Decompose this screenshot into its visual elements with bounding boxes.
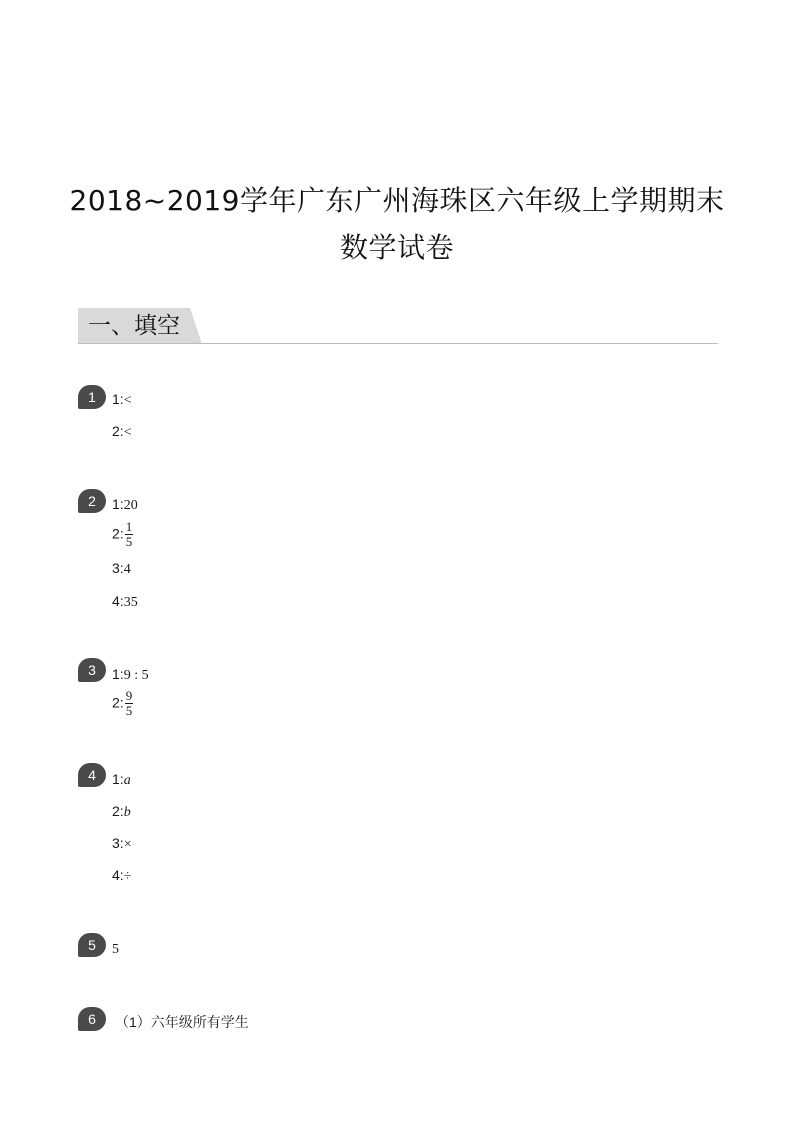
answer-line xyxy=(112,689,133,718)
answer-value: < xyxy=(123,425,132,440)
answer-value: × xyxy=(123,837,132,852)
question-number-badge: 1 xyxy=(78,385,106,409)
fraction-denominator: 5 xyxy=(125,703,133,718)
answer-label: 3: xyxy=(112,835,124,851)
answer-line xyxy=(112,802,131,822)
answer-label: 2: xyxy=(112,694,124,711)
section-title: 一、填空 xyxy=(88,313,180,339)
answer-value: < xyxy=(123,393,132,408)
fraction-numerator: 9 xyxy=(125,688,133,703)
answer-line xyxy=(115,1013,249,1032)
answer-value: （1）六年级所有学生 xyxy=(115,1014,249,1030)
answer-line xyxy=(112,866,131,886)
section-divider xyxy=(78,343,718,344)
answer-value: 4 xyxy=(123,562,131,577)
answer-value: b xyxy=(123,805,131,820)
fraction-numerator: 1 xyxy=(125,519,133,534)
question-number-badge: 2 xyxy=(78,489,106,513)
answer-value: 20 xyxy=(123,498,138,513)
answer-label: 1: xyxy=(112,666,124,682)
answer-line xyxy=(112,390,132,410)
answer-value: 5 xyxy=(112,942,119,957)
answer-value: a xyxy=(123,773,131,788)
answer-line xyxy=(112,592,138,612)
page-title-line-2: 数学试卷 xyxy=(339,231,454,264)
answer-label: 3: xyxy=(112,560,124,576)
question-number-badge: 6 xyxy=(78,1007,106,1031)
answer-label: 1: xyxy=(112,496,124,512)
answer-value: ÷ xyxy=(123,869,132,884)
answer-line xyxy=(112,495,138,515)
answer-value: 35 xyxy=(123,595,138,610)
fraction-denominator: 5 xyxy=(125,534,133,549)
answer-label: 1: xyxy=(112,391,124,407)
fraction xyxy=(125,520,134,549)
answer-label: 2: xyxy=(112,423,124,439)
answer-line xyxy=(112,520,133,549)
answer-label: 2: xyxy=(112,803,124,819)
answer-line xyxy=(112,939,119,959)
answer-label: 4: xyxy=(112,593,124,609)
page-title-line-1: 2018~2019学年广东广州海珠区六年级上学期期末 xyxy=(69,184,725,217)
answer-line xyxy=(112,665,149,685)
answer-label: 2: xyxy=(112,525,124,542)
answer-value: 9 : 5 xyxy=(123,668,149,683)
answer-line xyxy=(112,422,132,442)
answer-line xyxy=(112,559,131,579)
answer-label: 4: xyxy=(112,867,124,883)
question-number-badge: 5 xyxy=(78,933,106,957)
answer-line xyxy=(112,770,131,790)
question-number-badge: 3 xyxy=(78,658,106,682)
question-number-badge: 4 xyxy=(78,763,106,787)
answer-label: 1: xyxy=(112,771,124,787)
fraction xyxy=(125,689,134,718)
answer-line xyxy=(112,834,132,854)
